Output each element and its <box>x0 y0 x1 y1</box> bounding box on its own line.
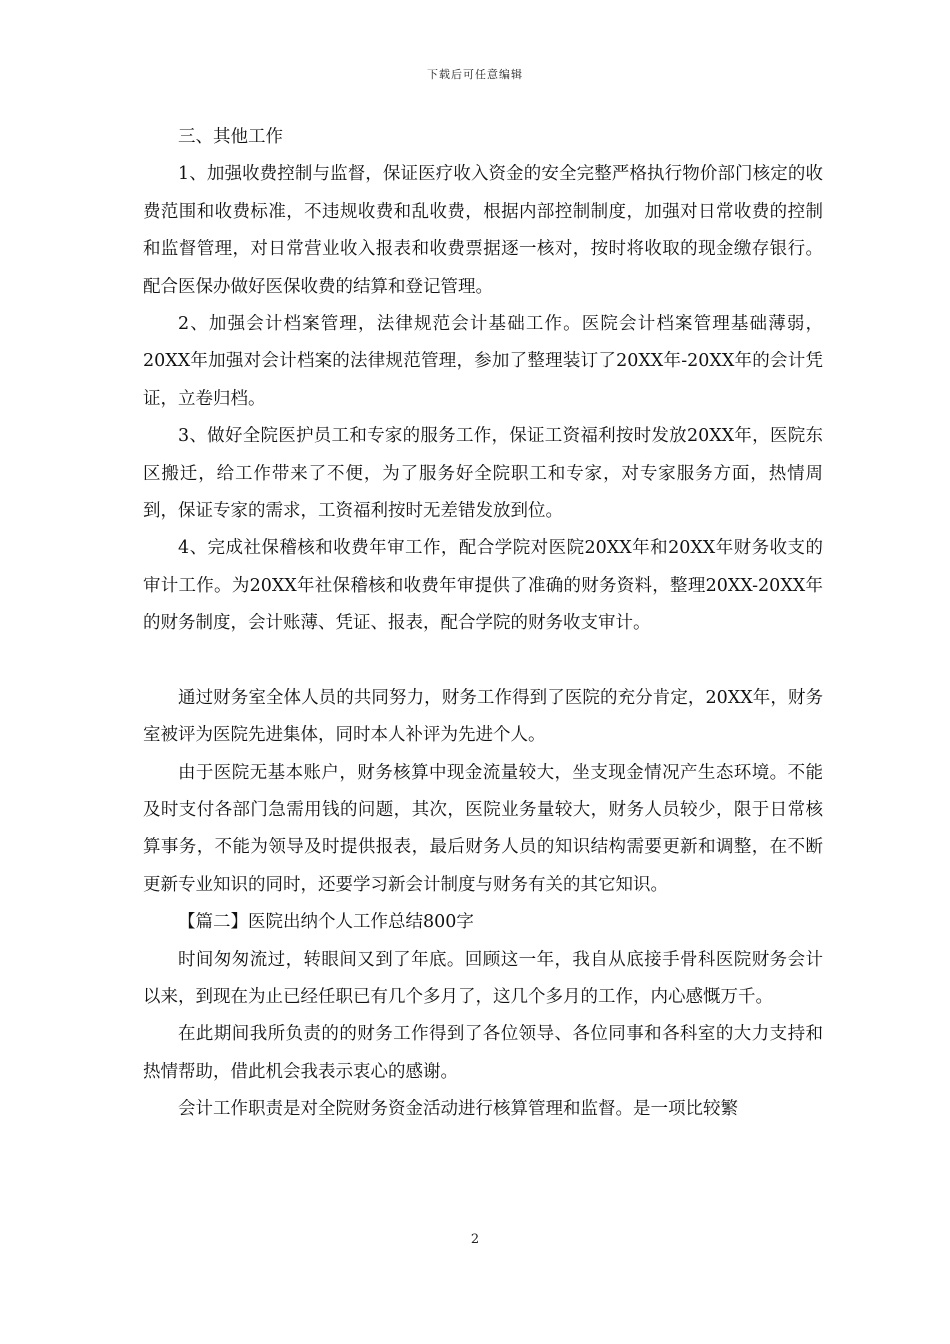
paragraph: 会计工作职责是对全院财务资金活动进行核算管理和监督。是一项比较繁 <box>178 1099 738 1120</box>
paragraph: 时间匆匆流过，转眼间又到了年底。回顾这一年，我自从底接手骨科医院财务会计以来，到现在为止已经任职已有几个多月了，这几个多月的工作，内心感慨万千。 <box>143 949 823 1007</box>
paragraph-spacer <box>143 643 823 680</box>
article-title: 【篇二】医院出纳个人工作总结800字 <box>178 912 474 933</box>
paragraph: 2、加强会计档案管理，法律规范会计基础工作。医院会计档案管理基础薄弱，20XX年加强对会计档案的法律规范管理，参加了整理装订了20XX年-20XX年的会计凭证，立卷归档。 <box>143 314 823 409</box>
document-body <box>143 119 823 1129</box>
paragraph: 3、做好全院医护员工和专家的服务工作，保证工资福利按时发放20XX年，医院东区搬迁，给工作带来了不便，为了服务好全院职工和专家，对专家服务方面，热情周到，保证专家的需求，工资福利按时无差错发放到位。 <box>143 426 823 522</box>
paragraph: 通过财务室全体人员的共同努力，财务工作得到了医院的充分肯定，20XX年，财务室被评为医院先进集体，同时本人补评为先进个人。 <box>143 687 823 746</box>
paragraph: 4、完成社保稽核和收费年审工作，配合学院对医院20XX年和20XX年财务收支的审计工作。为20XX年社保稽核和收费年审提供了准确的财务资料，整理20XX-20XX年的财务制度，会计账薄、凭证、报表，配合学院的财务收支审计。 <box>143 538 823 634</box>
page-header: 下载后可任意编辑 <box>427 68 523 81</box>
paragraph: 在此期间我所负责的的财务工作得到了各位领导、各位同事和各科室的大力支持和热情帮助，借此机会我表示衷心的感谢。 <box>143 1024 823 1082</box>
page-number: 2 <box>470 1232 480 1247</box>
paragraph: 1、加强收费控制与监督，保证医疗收入资金的安全完整严格执行物价部门核定的收费范围和收费标准，不违规收费和乱收费，根据内部控制制度，加强对日常收费的控制和监督管理，对日常营业收入报表和收费票据逐一核对，按时将收取的现金缴存银行。配合医保办做好医保收费的结算和登记管理。 <box>143 164 823 297</box>
paragraph: 由于医院无基本账户，财务核算中现金流量较大，坐支现金情况产生态环境。不能及时支付各部门急需用钱的问题，其次，医院业务量较大，财务人员较少，限于日常核算事务，不能为领导及时提供报表，最后财务人员的知识结构需要更新和调整，在不断更新专业知识的同时，还要学习新会计制度与财务有关的其它知识。 <box>143 762 823 895</box>
section-heading: 三、其他工作 <box>178 127 283 147</box>
